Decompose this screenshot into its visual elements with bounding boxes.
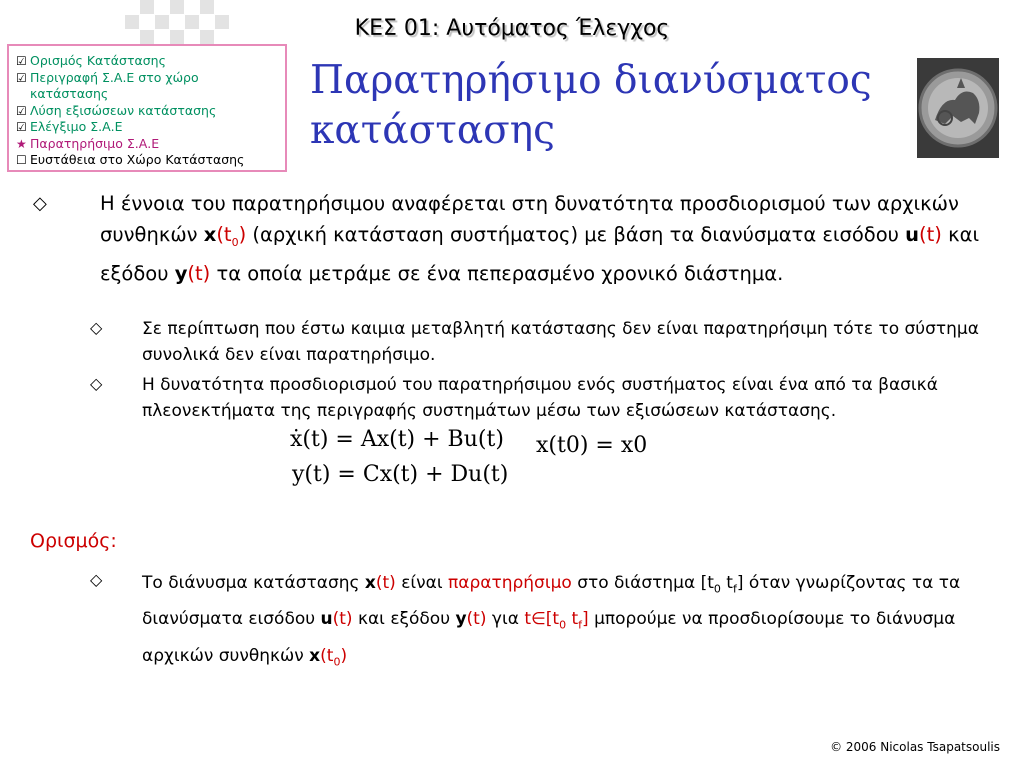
initial-time-label: $(t_0)$ bbox=[216, 223, 247, 249]
observable-term: παρατηρήσιμο bbox=[448, 573, 572, 593]
nav-item-stability[interactable]: ☐ Ευστάθεια στο Χώρο Κατάστασης bbox=[16, 152, 245, 167]
nav-item-state-space-description[interactable]: ☑ Περιγραφή Σ.Α.Ε στο χώρο κατάστασης bbox=[16, 69, 199, 101]
nav-item-observability[interactable]: ★ Παρατηρήσιμο Σ.Α.Ε bbox=[16, 135, 160, 151]
definition-heading: Ορισμός: bbox=[30, 530, 117, 552]
bullet-diamond-icon: ◇ bbox=[33, 193, 47, 214]
slide-title: Παρατηρήσιμο διανύσματος κατάστασης bbox=[310, 58, 872, 153]
state-equation: ẋ(t) = Ax(t) + Bu(t) bbox=[290, 427, 504, 452]
checkbox-checked-icon: ☑ bbox=[16, 70, 27, 85]
output-equation: y(t) = Cx(t) + Du(t) bbox=[292, 462, 509, 487]
nav-item-state-equations-solution[interactable]: ☑ Λύση εξισώσεων κατάστασης bbox=[16, 102, 217, 118]
paragraph-unobservable-state: Σε περίπτωση που έστω καιμια μεταβλητή κατάστασης δεν είναι παρατηρήσιμη τότε το σύστημα συνολικά δεν είναι παρατηρήσιμο. bbox=[142, 319, 979, 365]
nav-item-controllability[interactable]: ☑ Ελέγξιμο Σ.Α.Ε bbox=[16, 119, 123, 134]
checkbox-checked-icon: ☑ bbox=[16, 120, 27, 134]
star-icon: ★ bbox=[16, 136, 27, 151]
initial-condition-equation: x(t0) = x0 bbox=[536, 433, 648, 458]
definition-text: Το διάνυσμα κατάστασης x(t) είναι παρατηρήσιμο στο διάστημα [$t_0$ $t_f$] όταν γνωρίζοντας τα τα διανύσματα εισόδου u(t) και εξόδου y(t) για $t\in[t_0$ $t_f$] μπορούμε να προσδιορίσουμε το διάνυσμα αρχικών συνθηκών $x(t_0)$ bbox=[142, 573, 961, 669]
checkbox-checked-icon: ☑ bbox=[16, 103, 27, 118]
paragraph-observability-intro: Η έννοια του παρατηρήσιμου αναφέρεται στη δυνατότητα προσδιορισμού των αρχικών συνθηκών $x(t_0)$ (αρχική κατάσταση συστήματος) με βάση τα διανύσματα εισόδου u(t) και εξόδου y(t) τα οποία μετράμε σε ένα πεπερασμένο χρονικό διάστημα. bbox=[100, 192, 980, 285]
nav-item-state-definition[interactable]: ☑ Ορισμός Κατάστασης bbox=[16, 53, 166, 68]
time-interval-label: $t\in[t_0$ $t_f$] bbox=[524, 609, 589, 632]
bullet-diamond-icon: ◇ bbox=[90, 318, 103, 337]
bullet-diamond-icon: ◇ bbox=[90, 374, 103, 393]
course-header: ΚΕΣ 01: Αυτόματος Έλεγχος bbox=[354, 16, 670, 41]
bullet-diamond-icon: ◇ bbox=[90, 570, 103, 589]
checkbox-checked-icon: ☑ bbox=[16, 54, 27, 68]
checkbox-empty-icon: ☐ bbox=[16, 153, 27, 167]
paragraph-observability-advantage: Η δυνατότητα προσδιορισμού του παρατηρήσιμου ενός συστήματος είναι ένα από τα βασικά πλεονεκτήματα της περιγραφής συστημάτων μέσω των εξισώσεων κατάστασης. bbox=[142, 375, 938, 421]
copyright-footer: © 2006 Nicolas Tsapatsoulis bbox=[830, 740, 1000, 754]
